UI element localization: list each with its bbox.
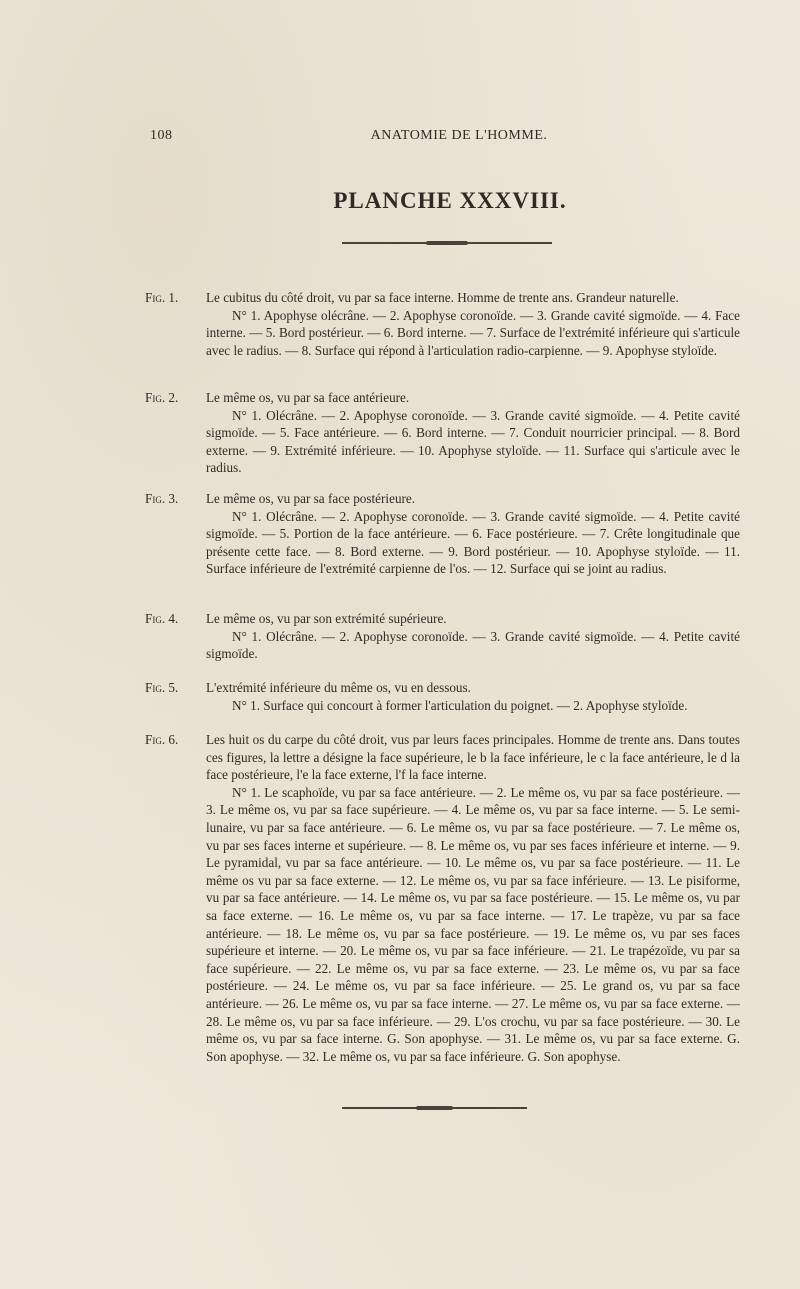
figure-6-legend bbox=[145, 731, 740, 1065]
figure-lead: Le même os, vu par sa face antérieure. bbox=[206, 390, 410, 405]
figure-lead: L'extrémité inférieure du même os, vu en dessous. bbox=[206, 680, 471, 695]
figure-lead: Le même os, vu par son extrémité supérieure. bbox=[206, 611, 447, 626]
figure-numbered-list: N° 1. Olécrâne. — 2. Apophyse coronoïde. — 3. Grande cavité sigmoïde. — 4. Petite cavité sigmoïde. — 5. Portion de la face antérieure. — 6. Face postérieure. — 7. Crête longitudinale que présente cette face. — 8. Bord externe. — 9. Bord postérieur. — 10. Apophyse styloïde. — 11. Surface inférieure de l'extrémité carpienne de l'os. — 12. Surface qui se joint au radius. bbox=[206, 508, 740, 577]
running-title: ANATOMIE DE L'HOMME. bbox=[370, 128, 548, 143]
figure-lead: Les huit os du carpe du côté droit, vus par leurs faces principales. Homme de trente ans. Dans toutes ces figures, la lettre a désigne la face supérieure, le b la face inférieure, le c la face antérieure, le d la face postérieure, l'e la face externe, l'f la face interne. bbox=[206, 732, 740, 783]
ornamental-rule-bottom bbox=[342, 1107, 527, 1109]
figure-numbered-list: N° 1. Olécrâne. — 2. Apophyse coronoïde. — 3. Grande cavité sigmoïde. — 4. Petite cavité sigmoïde. bbox=[206, 628, 740, 662]
figure-1-legend bbox=[145, 289, 740, 359]
figure-2-legend bbox=[145, 389, 740, 477]
figure-numbered-list: N° 1. Olécrâne. — 2. Apophyse coronoïde. — 3. Grande cavité sigmoïde. — 4. Petite cavité sigmoïde. — 5. Face antérieure. — 6. Bord interne. — 7. Conduit nourricier principal. — 8. Bord externe. — 9. Extrémité inférieure. — 10. Apophyse styloïde. — 11. Surface qui s'articule avec le radius. bbox=[206, 407, 740, 476]
page-number: 108 bbox=[150, 128, 173, 143]
figure-label: Fig. 4. bbox=[145, 611, 179, 626]
plate-title: PLANCHE XXXVIII. bbox=[333, 188, 567, 213]
figure-numbered-list: N° 1. Le scaphoïde, vu par sa face antérieure. — 2. Le même os, vu par sa face postérieure. — 3. Le même os, vu par sa face supérieure. — 4. Le même os, vu par sa face interne. — 5. Le semi-lunaire, vu par sa face antérieure. — 6. Le même os, vu par sa face postérieure. — 7. Le même os, vu par ses faces interne et supérieure. — 8. Le même os, vu par ses faces inférieure et interne. — 9. Le pyramidal, vu par sa face antérieure. — 10. Le même os, vu par sa face postérieure. — 11. Le même os vu par sa face externe. — 12. Le même os, vu par sa face inférieure. — 13. Le pisiforme, vu par sa face antérieure. — 14. Le même os, vu par sa face postérieure. — 15. Le même os, vu par sa face externe. — 16. Le même os, vu par sa face interne. — 17. Le trapèze, vu par sa face antérieure. — 18. Le même os, vu par sa face postérieure. — 19. Le même os, vu par ses faces supérieure et interne. — 20. Le même os, vu par sa face inférieure. — 21. Le trapézoïde, vu par sa face supérieure. — 22. Le même os, vu par sa face externe. — 23. Le même os, vu par sa face postérieure. — 24. Le même os, vu par sa face inférieure. — 25. Le grand os, vu par sa face antérieure. — 26. Le même os, vu par sa face interne. — 27. Le même os, vu par sa face externe. — 28. Le même os, vu par sa face inférieure. — 29. L'os crochu, vu par sa face postérieure. — 30. Le même os, vu par sa face interne. G. Son apophyse. — 31. Le même os, vu par sa face externe. G. Son apophyse. — 32. Le même os, vu par sa face inférieure. G. Son apophyse. bbox=[206, 784, 740, 1064]
figure-3-legend bbox=[145, 490, 740, 578]
figure-label: Fig. 2. bbox=[145, 390, 179, 405]
figure-label: Fig. 3. bbox=[145, 491, 179, 506]
figure-numbered-list: N° 1. Apophyse olécrâne. — 2. Apophyse coronoïde. — 3. Grande cavité sigmoïde. — 4. Face interne. — 5. Bord postérieur. — 6. Bord interne. — 7. Surface de l'extrémité inférieure qui s'articule avec le radius. — 8. Surface qui répond à l'articulation radio-carpienne. — 9. Apophyse styloïde. bbox=[206, 307, 740, 358]
figure-label: Fig. 1. bbox=[145, 290, 179, 305]
figure-lead: Le même os, vu par sa face postérieure. bbox=[206, 491, 416, 506]
figure-label: Fig. 5. bbox=[145, 680, 179, 695]
figure-lead: Le cubitus du côté droit, vu par sa face interne. Homme de trente ans. Grandeur naturelle. bbox=[206, 290, 679, 305]
figure-4-legend bbox=[145, 610, 740, 663]
running-head bbox=[150, 128, 750, 150]
figure-numbered-list: N° 1. Surface qui concourt à former l'articulation du poignet. — 2. Apophyse styloïde. bbox=[232, 697, 688, 713]
figure-5-legend bbox=[145, 679, 740, 714]
ornamental-rule-top bbox=[342, 242, 552, 244]
figure-label: Fig. 6. bbox=[145, 732, 179, 747]
